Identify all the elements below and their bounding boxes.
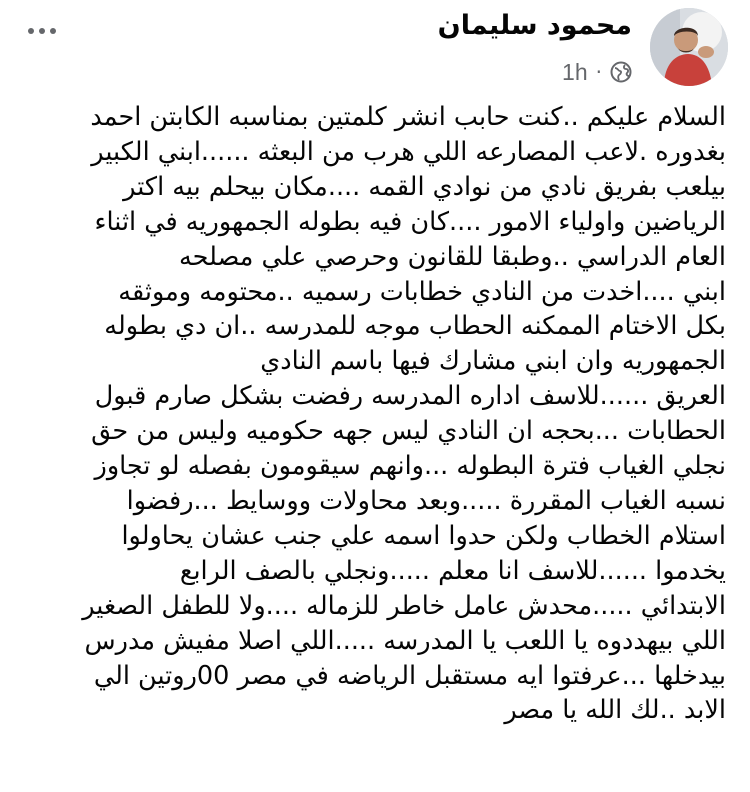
post-text-line: الحطابات ...بحجه ان النادي ليس جهه حكوميه وليس من حق xyxy=(91,416,726,447)
more-horizontal-icon xyxy=(28,28,34,34)
post-meta xyxy=(562,58,632,86)
post-text-line: ابني ....اخدت من النادي خطابات رسميه ..محتومه وموثقه xyxy=(118,276,726,307)
post-text-line: نجلي الغياب فترة البطوله ...وانهم سيقومون بفصله لو تجاوز xyxy=(94,451,726,482)
post-text-line: الابتدائي .....محدش عامل خاطر للزماله ....ولا للطفل الصغير xyxy=(82,590,726,621)
post-header xyxy=(0,0,750,100)
post-text-line: العريق ......للاسف اداره المدرسه رفضت بشكل صارم قبول xyxy=(94,381,726,412)
post-text-line: بيلعب بفريق نادي من نوادي القمه ....مكان بيحلم بيه اكتر xyxy=(123,171,726,202)
post-text-line: الرياضين واولياء الامور ....كان فيه بطوله الجمهوريه في اثناء xyxy=(94,206,726,237)
post-timestamp[interactable]: 1h xyxy=(562,58,588,85)
post-text-line: اللي بيهددوه يا اللعب يا المدرسه .....اللي اصلا مفيش مدرس xyxy=(84,625,726,656)
post-text-line: الابد ..لك الله يا مصر xyxy=(504,695,726,726)
more-horizontal-icon xyxy=(50,28,56,34)
more-options-button[interactable] xyxy=(22,16,62,46)
more-horizontal-icon xyxy=(39,28,45,34)
globe-icon[interactable] xyxy=(610,61,632,83)
avatar-photo xyxy=(650,8,728,86)
post-text-line: نسبه الغياب المقررة .....وبعد محاولات ووسايط ...رفضوا xyxy=(126,485,726,516)
post-text-line: استلام الخطاب ولكن حدوا اسمه علي جنب عشان يحاولوا xyxy=(121,520,726,551)
post-text-line: بكل الاختام الممكنه الحطاب موجه للمدرسه ..ان دي بطوله xyxy=(104,311,726,342)
meta-separator: · xyxy=(595,60,602,84)
post-text-line: الجمهوريه وان ابني مشارك فيها باسم النادي xyxy=(260,346,726,377)
post-text xyxy=(20,100,726,728)
post-text-line: السلام عليكم ..كنت حابب انشر كلمتين بمناسبه الكابتن احمد xyxy=(90,102,726,132)
post-text-line: بيدخلها ...عرفتوا ايه مستقبل الرياضه في مصر 00روتين الي xyxy=(93,660,726,691)
author-avatar[interactable] xyxy=(650,8,728,86)
post-text-line: العام الدراسي ..وطبقا للقانون وحرصي علي مصلحه xyxy=(179,241,726,272)
post-text-line: يخدموا ......للاسف انا معلم .....ونجلي بالصف الرابع xyxy=(179,555,726,586)
post-text-line: بغدوره .لاعب المصارعه اللي هرب من البعثه ......ابني الكبير xyxy=(91,136,726,167)
author-name[interactable]: محمود سليمان xyxy=(437,10,632,41)
